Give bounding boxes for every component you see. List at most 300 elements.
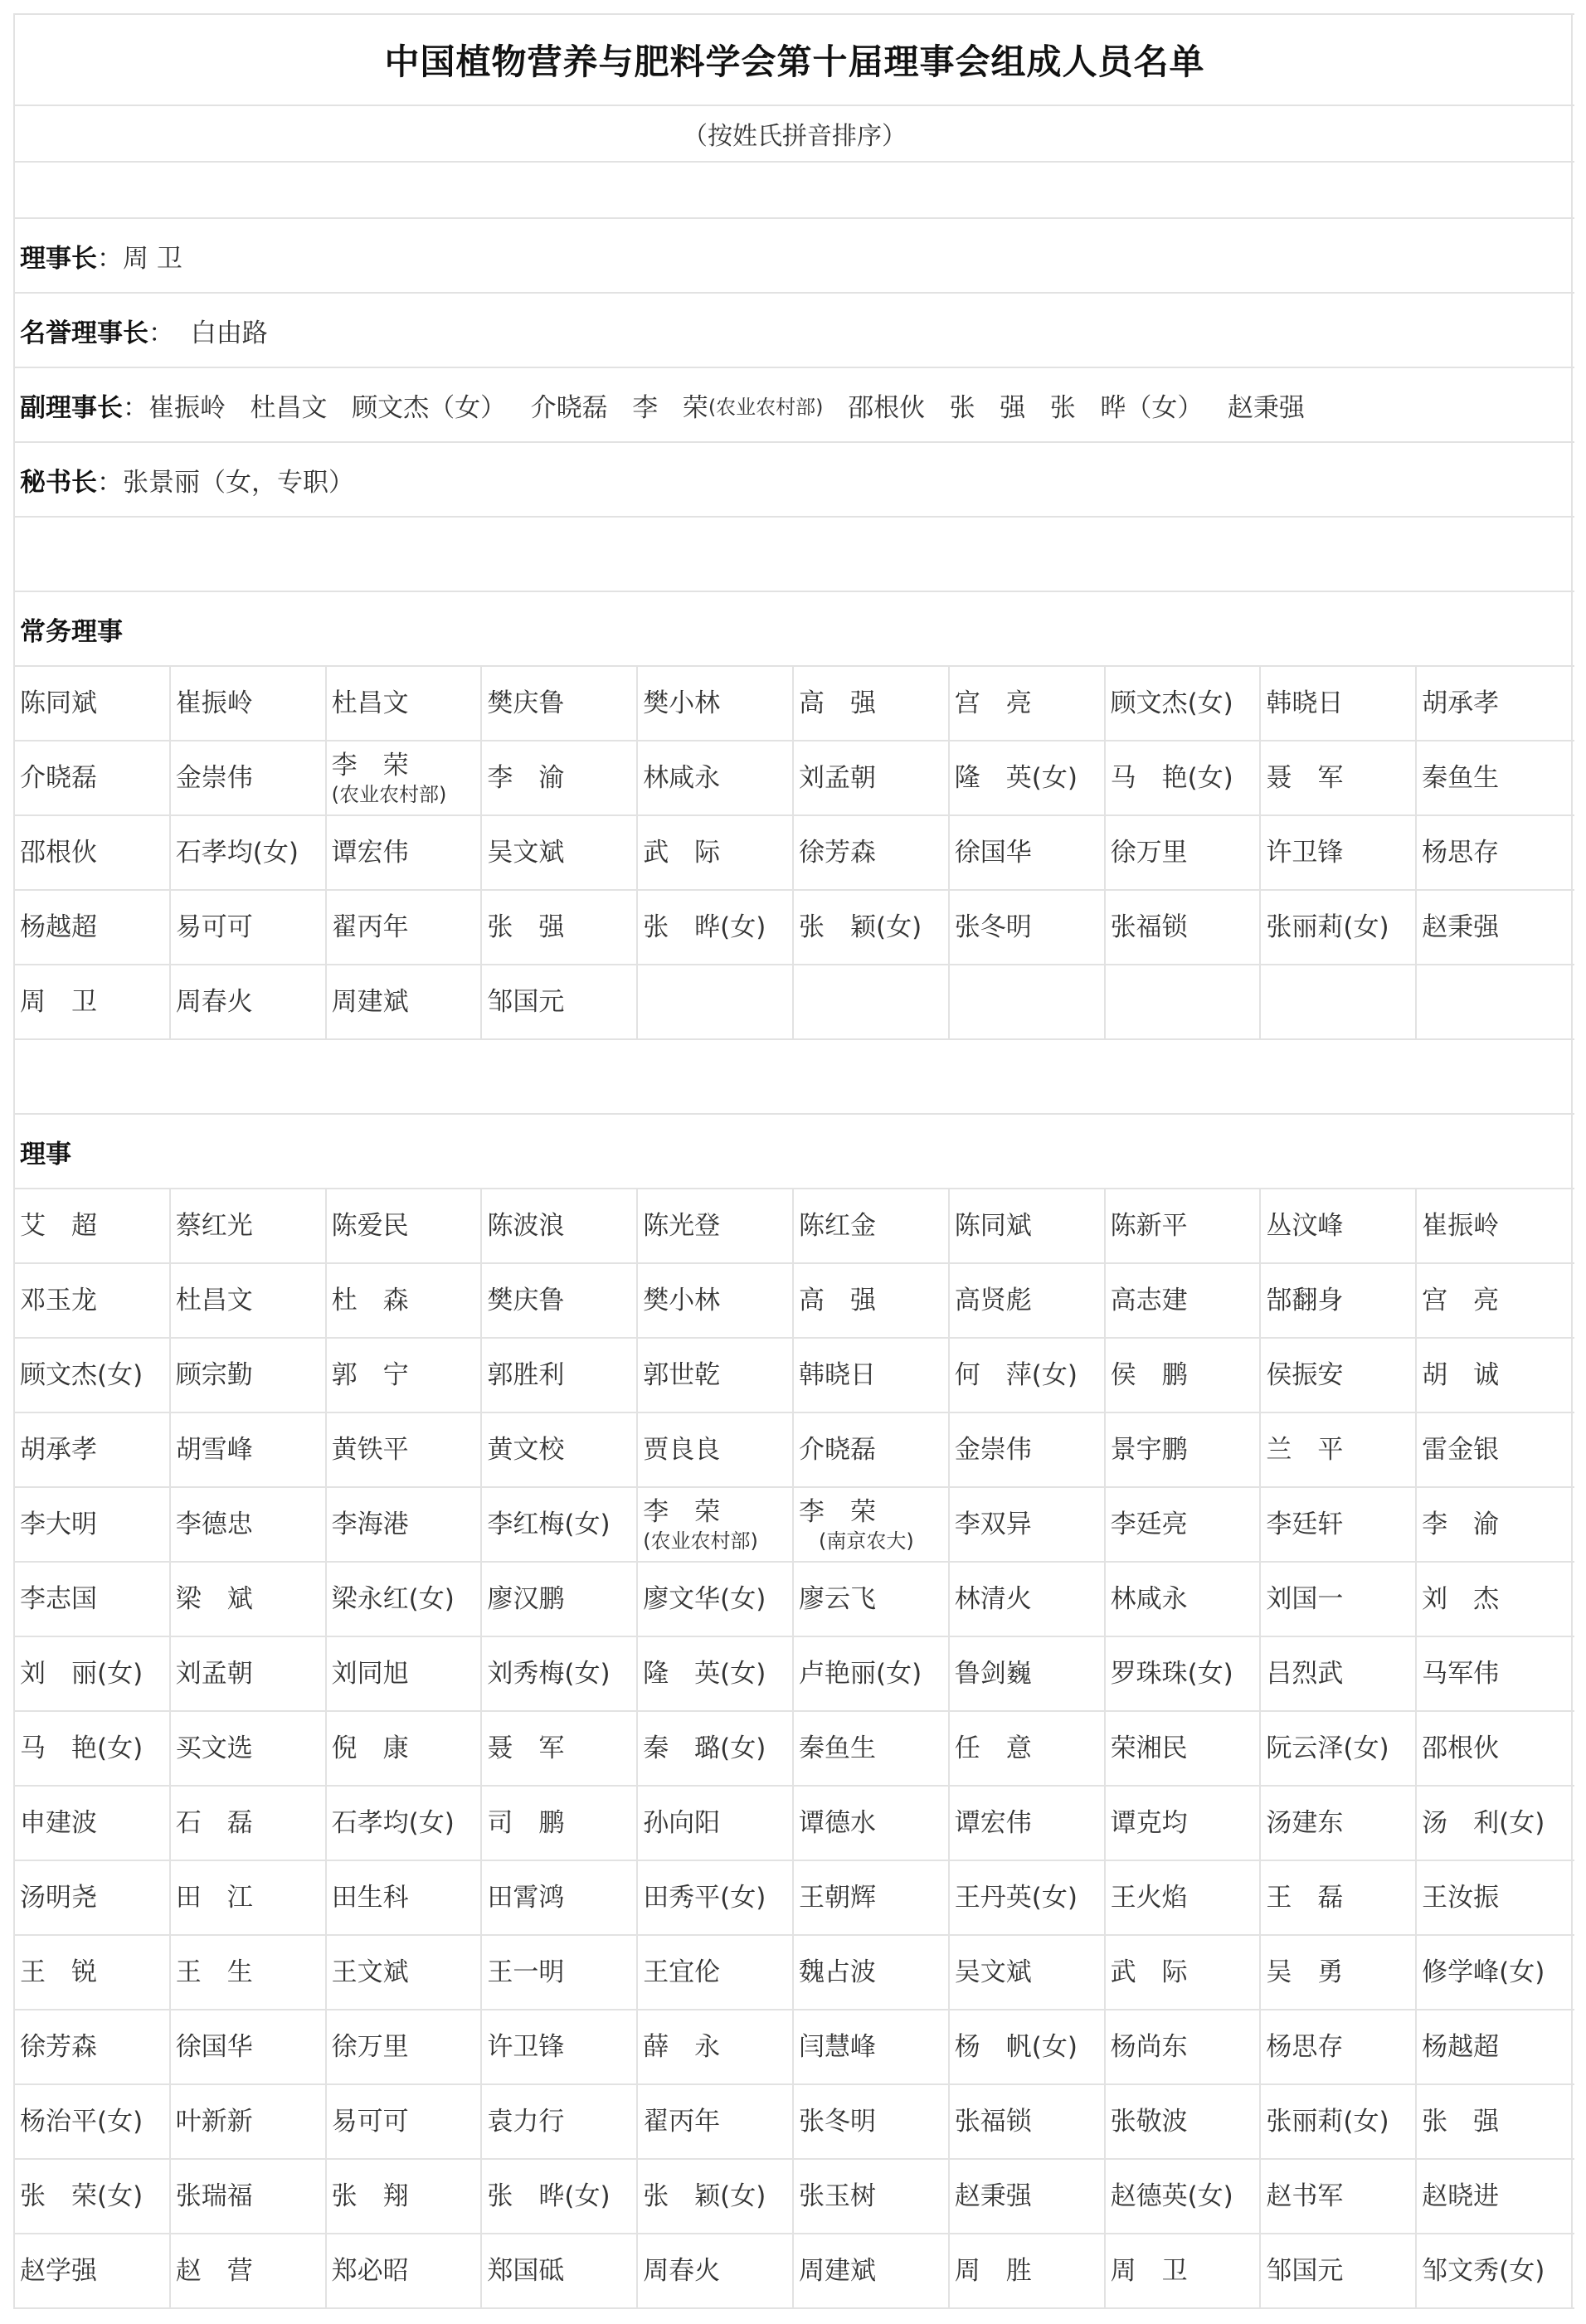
member-name: 邹国元: [487, 987, 565, 1017]
name-cell: [794, 1712, 950, 1785]
name-cell: [794, 2234, 950, 2307]
member-name: 谭德水: [798, 1808, 876, 1838]
name-cell: [15, 1563, 171, 1636]
council-grid: [15, 1189, 1571, 2309]
member-name: 李志国: [20, 1584, 97, 1614]
name-cell: [171, 2085, 327, 2158]
name-cell: [1261, 1637, 1417, 1710]
member-name: 田 江: [175, 1883, 253, 1913]
member-name: 张瑞福: [175, 2181, 253, 2211]
name-cell: [327, 2160, 483, 2233]
name-cell: [327, 891, 483, 964]
name-cell: [794, 2010, 950, 2083]
chairman-label: 理事长: [20, 243, 97, 274]
member-name: 赵秉强: [1422, 912, 1500, 942]
member-name: 顾文杰(女): [1110, 688, 1233, 718]
chairman-row: [15, 219, 1574, 294]
member-name: 梁 斌: [175, 1584, 253, 1614]
name-cell: [1106, 816, 1262, 889]
name-cell: [638, 2234, 794, 2307]
name-cell: [482, 2160, 638, 2233]
secretary-row: [15, 443, 1574, 518]
name-cell: [794, 1563, 950, 1636]
table-row: [15, 965, 1574, 1040]
name-cell: [1261, 965, 1417, 1038]
table-row: [15, 1488, 1574, 1563]
name-cell: [638, 1413, 794, 1486]
name-cell: [794, 1264, 950, 1337]
name-cell: [638, 1861, 794, 1934]
name-cell: [1261, 667, 1417, 740]
name-cell: [638, 741, 794, 814]
name-cell: [950, 965, 1106, 1038]
name-cell: [171, 2010, 327, 2083]
member-name: 张 荣(女): [20, 2181, 144, 2211]
name-cell: [171, 1189, 327, 1262]
table-row: [15, 1339, 1574, 1413]
member-name: 郭 宁: [331, 1360, 409, 1390]
name-cell: [327, 1488, 483, 1561]
name-cell: [171, 667, 327, 740]
member-name: 秦鱼生: [1422, 763, 1500, 793]
name-cell: [950, 1488, 1106, 1561]
member-name: 何 萍(女): [954, 1360, 1078, 1390]
member-name: 张玉树: [798, 2181, 876, 2211]
name-cell: [794, 1339, 950, 1412]
member-name: 陈波浪: [487, 1211, 565, 1241]
name-cell: [15, 1637, 171, 1710]
member-name: 林清火: [954, 1584, 1032, 1614]
name-cell: [482, 1488, 638, 1561]
member-name: 郜翻身: [1266, 1286, 1344, 1315]
name-cell: [1106, 1339, 1262, 1412]
name-cell: [794, 2160, 950, 2233]
name-cell: [950, 2085, 1106, 2158]
name-cell: [482, 1712, 638, 1785]
member-name: 翟丙年: [643, 2107, 721, 2137]
name-cell: [1261, 1488, 1417, 1561]
member-name: 邹文秀(女): [1422, 2256, 1545, 2286]
name-cell: [794, 667, 950, 740]
vice-colon: ：: [123, 392, 148, 423]
member-name: 介晓磊: [20, 763, 97, 793]
member-name: 申建波: [20, 1808, 97, 1838]
name-cell: [794, 2085, 950, 2158]
name-cell: [950, 667, 1106, 740]
member-name: 王 锐: [20, 1957, 97, 1987]
member-name: 刘秀梅(女): [487, 1659, 611, 1689]
table-row: [15, 1787, 1574, 1861]
name-cell: [1417, 1189, 1573, 1262]
member-name: 王朝辉: [798, 1883, 876, 1913]
member-name: 兰 平: [1266, 1435, 1344, 1465]
member-name: 侯 鹏: [1110, 1360, 1188, 1390]
secretary-label: 秘书长: [20, 467, 97, 498]
member-name: 陈红金: [798, 1211, 876, 1241]
table-row: [15, 1563, 1574, 1637]
name-cell: [1106, 1264, 1262, 1337]
member-name: 蔡红光: [175, 1211, 253, 1241]
name-cell: [482, 2234, 638, 2307]
name-cell: [327, 667, 483, 740]
name-cell: [327, 2234, 483, 2307]
name-cell: [1261, 1861, 1417, 1934]
name-cell: [950, 1264, 1106, 1337]
name-cell: [794, 1488, 950, 1561]
honorary-names: 白由路: [174, 318, 268, 348]
table-row: [15, 1712, 1574, 1787]
member-name: 刘 丽(女): [20, 1659, 144, 1689]
name-cell: [950, 1189, 1106, 1262]
member-name: 阮云泽(女): [1266, 1733, 1389, 1763]
member-name: 李 渝: [487, 763, 565, 793]
member-name: 邹国元: [1266, 2256, 1344, 2286]
name-cell: [950, 741, 1106, 814]
member-name: 赵书军: [1266, 2181, 1344, 2211]
member-name: 顾文杰(女): [20, 1360, 144, 1390]
name-cell: [1106, 1861, 1262, 1934]
name-cell: [15, 891, 171, 964]
member-name: 胡承孝: [20, 1435, 97, 1465]
member-name: 景宇鹏: [1110, 1435, 1188, 1465]
member-affiliation: (南京农大): [798, 1529, 914, 1553]
member-name: 荣湘民: [1110, 1733, 1188, 1763]
name-cell: [171, 1936, 327, 2009]
name-cell: [482, 1637, 638, 1710]
name-cell: [950, 2010, 1106, 2083]
member-name: 廖云飞: [798, 1584, 876, 1614]
name-cell: [950, 1712, 1106, 1785]
table-row: [15, 1861, 1574, 1936]
member-name: 王 磊: [1266, 1883, 1344, 1913]
member-name: 杨思存: [1422, 838, 1500, 868]
member-name: 韩晓日: [1266, 688, 1344, 718]
member-name: 隆 英(女): [954, 763, 1078, 793]
name-cell: [1106, 1787, 1262, 1860]
name-cell: [794, 741, 950, 814]
name-cell: [171, 741, 327, 814]
vice-label: 副理事长: [20, 392, 123, 423]
member-name: 周建斌: [331, 987, 409, 1017]
name-cell: [482, 741, 638, 814]
name-cell: [1261, 1712, 1417, 1785]
name-cell: [1417, 965, 1573, 1038]
member-name: 宫 亮: [954, 688, 1032, 718]
member-name: 周 卫: [1110, 2256, 1188, 2286]
name-cell: [482, 891, 638, 964]
name-cell: [950, 2160, 1106, 2233]
name-cell: [1417, 2010, 1573, 2083]
member-name: 翟丙年: [331, 912, 409, 942]
member-name: 吴文斌: [487, 838, 565, 868]
member-name: 任 意: [954, 1733, 1032, 1763]
name-cell: [327, 2010, 483, 2083]
name-cell: [950, 1861, 1106, 1934]
member-name: 王 生: [175, 1957, 253, 1987]
name-cell: [794, 816, 950, 889]
member-name: 石孝均(女): [331, 1808, 455, 1838]
name-cell: [327, 1189, 483, 1262]
member-affiliation: (农业农村部): [643, 1529, 758, 1553]
table-row: [15, 2234, 1574, 2309]
name-cell: [638, 816, 794, 889]
name-cell: [482, 1936, 638, 2009]
name-cell: [638, 891, 794, 964]
table-row: [15, 816, 1574, 891]
member-name: 陈新平: [1110, 1211, 1188, 1241]
member-name: 张福锁: [1110, 912, 1188, 942]
member-name: 周春火: [175, 987, 253, 1017]
name-cell: [1417, 1563, 1573, 1636]
name-cell: [638, 1563, 794, 1636]
member-name: 陈光登: [643, 1211, 721, 1241]
member-name: 吴文斌: [954, 1957, 1032, 1987]
name-cell: [327, 1637, 483, 1710]
name-cell: [1106, 1712, 1262, 1785]
name-cell: [638, 1637, 794, 1710]
member-name: 汤建东: [1266, 1808, 1344, 1838]
member-name: 韩晓日: [798, 1360, 876, 1390]
member-name: 郑必昭: [331, 2256, 409, 2286]
name-cell: [638, 2010, 794, 2083]
standing-heading: 常务理事: [20, 616, 123, 647]
name-cell: [1417, 667, 1573, 740]
member-name: 黄铁平: [331, 1435, 409, 1465]
member-name: 李红梅(女): [487, 1510, 611, 1539]
member-name: 袁力行: [487, 2107, 565, 2137]
name-cell: [794, 1936, 950, 2009]
member-name: 赵秉强: [954, 2181, 1032, 2211]
table-row: [15, 1413, 1574, 1488]
name-cell: [482, 1413, 638, 1486]
member-name: 介晓磊: [798, 1435, 876, 1465]
name-cell: [950, 2234, 1106, 2307]
council-section-heading: [15, 1115, 1574, 1189]
member-name: 邵根伙: [1422, 1733, 1500, 1763]
name-cell: [171, 2234, 327, 2307]
honorary-label: 名誉理事长: [20, 318, 148, 348]
member-name: 许卫锋: [1266, 838, 1344, 868]
table-row: [15, 891, 1574, 965]
name-cell: [1417, 1339, 1573, 1412]
name-cell: [1417, 741, 1573, 814]
name-cell: [482, 1264, 638, 1337]
spacer-row: [15, 518, 1574, 592]
table-row: [15, 2085, 1574, 2160]
table-row: [15, 2160, 1574, 2234]
name-cell: [1261, 1339, 1417, 1412]
name-cell: [1261, 1413, 1417, 1486]
member-name: 杜昌文: [175, 1286, 253, 1315]
member-name: 郭胜利: [487, 1360, 565, 1390]
name-cell: [950, 816, 1106, 889]
member-name: 卢艳丽(女): [798, 1659, 922, 1689]
member-name: 秦 璐(女): [643, 1733, 766, 1763]
name-cell: [171, 1563, 327, 1636]
member-name: 崔振岭: [175, 688, 253, 718]
name-cell: [1261, 2085, 1417, 2158]
name-cell: [482, 1563, 638, 1636]
name-cell: [1261, 816, 1417, 889]
member-name: 罗珠珠(女): [1110, 1659, 1233, 1689]
name-cell: [327, 1787, 483, 1860]
name-cell: [15, 667, 171, 740]
member-name: 李 渝: [1422, 1510, 1500, 1539]
member-name: 聂 军: [1266, 763, 1344, 793]
member-name: 马 艳(女): [1110, 763, 1233, 793]
name-cell: [1106, 1413, 1262, 1486]
name-cell: [794, 1189, 950, 1262]
name-cell: [1417, 1936, 1573, 2009]
name-cell: [1417, 816, 1573, 889]
member-name: 王文斌: [331, 1957, 409, 1987]
member-name: 陈爱民: [331, 1211, 409, 1241]
member-name: 高志建: [1110, 1286, 1188, 1315]
member-name: 汤 利(女): [1422, 1808, 1545, 1838]
member-name: 李 荣: [331, 751, 409, 780]
name-cell: [171, 1413, 327, 1486]
name-cell: [1261, 1787, 1417, 1860]
member-name: 李 荣: [798, 1497, 876, 1527]
name-cell: [1261, 2234, 1417, 2307]
name-cell: [638, 965, 794, 1038]
name-cell: [638, 1787, 794, 1860]
member-name: 宫 亮: [1422, 1286, 1500, 1315]
member-name: 黄文校: [487, 1435, 565, 1465]
name-cell: [1417, 1712, 1573, 1785]
name-cell: [15, 741, 171, 814]
member-name: 李德忠: [175, 1510, 253, 1539]
name-cell: [327, 1413, 483, 1486]
chairman-colon: ：: [97, 243, 123, 274]
name-cell: [482, 1861, 638, 1934]
member-name: 刘孟朝: [798, 763, 876, 793]
name-cell: [15, 2234, 171, 2307]
member-name: 林咸永: [643, 763, 721, 793]
member-name: 田生科: [331, 1883, 409, 1913]
member-name: 汤明尧: [20, 1883, 97, 1913]
name-cell: [1417, 1413, 1573, 1486]
name-cell: [15, 1339, 171, 1412]
name-cell: [638, 1189, 794, 1262]
table-row: [15, 1264, 1574, 1339]
member-name: 吕烈武: [1266, 1659, 1344, 1689]
name-cell: [15, 1189, 171, 1262]
member-name: 周 卫: [20, 987, 97, 1017]
name-cell: [1261, 2160, 1417, 2233]
member-name: 李廷轩: [1266, 1510, 1344, 1539]
name-cell: [950, 1339, 1106, 1412]
name-cell: [638, 1264, 794, 1337]
vice-names-b: 邵根伙 张 强 张 晔（女） 赵秉强: [823, 392, 1305, 423]
name-cell: [950, 1413, 1106, 1486]
name-cell: [1417, 2160, 1573, 2233]
member-name: 刘同旭: [331, 1659, 409, 1689]
member-name: 田秀平(女): [643, 1883, 766, 1913]
member-name: 胡 诚: [1422, 1360, 1500, 1390]
name-cell: [327, 1861, 483, 1934]
member-name: 雷金银: [1422, 1435, 1500, 1465]
member-name: 谭宏伟: [954, 1808, 1032, 1838]
name-cell: [1106, 1637, 1262, 1710]
member-name: 胡承孝: [1422, 688, 1500, 718]
name-cell: [1417, 1488, 1573, 1561]
member-name: 谭宏伟: [331, 838, 409, 868]
member-name: 王汝振: [1422, 1883, 1500, 1913]
name-cell: [482, 1339, 638, 1412]
member-name: 樊小林: [643, 1286, 721, 1315]
member-name: 王宜伦: [643, 1957, 721, 1987]
name-cell: [171, 816, 327, 889]
name-cell: [327, 965, 483, 1038]
table-row: [15, 1189, 1574, 1264]
member-name: 刘 杰: [1422, 1584, 1500, 1614]
name-cell: [482, 965, 638, 1038]
member-name: 张 晔(女): [643, 912, 766, 942]
member-name: 李双异: [954, 1510, 1032, 1539]
name-cell: [1417, 1787, 1573, 1860]
name-cell: [794, 1413, 950, 1486]
member-name: 田霄鸿: [487, 1883, 565, 1913]
member-name: 倪 康: [331, 1733, 409, 1763]
name-cell: [638, 667, 794, 740]
member-name: 石 磊: [175, 1808, 253, 1838]
name-cell: [1106, 2085, 1262, 2158]
member-name: 王火焰: [1110, 1883, 1188, 1913]
member-name: 崔振岭: [1422, 1211, 1500, 1241]
name-cell: [171, 1488, 327, 1561]
subtitle-row: [15, 106, 1574, 163]
name-cell: [1261, 1189, 1417, 1262]
chairman-names: 周 卫: [123, 243, 182, 274]
name-cell: [15, 2010, 171, 2083]
secretary-names: 张景丽（女，专职）: [123, 467, 354, 498]
member-name: 张 晔(女): [487, 2181, 611, 2211]
name-cell: [638, 2160, 794, 2233]
member-name: 魏占波: [798, 1957, 876, 1987]
name-cell: [1417, 1264, 1573, 1337]
member-name: 金崇伟: [954, 1435, 1032, 1465]
member-name: 马军伟: [1422, 1659, 1500, 1689]
member-name: 秦鱼生: [798, 1733, 876, 1763]
name-cell: [1261, 891, 1417, 964]
name-cell: [327, 2085, 483, 2158]
name-cell: [1261, 741, 1417, 814]
member-name: 高 强: [798, 688, 876, 718]
name-cell: [15, 1936, 171, 2009]
member-name: 李大明: [20, 1510, 97, 1539]
member-name: 邵根伙: [20, 838, 97, 868]
standing-grid: [15, 667, 1571, 1040]
name-cell: [171, 965, 327, 1038]
name-cell: [171, 891, 327, 964]
member-name: 樊庆鲁: [487, 688, 565, 718]
name-cell: [1261, 1264, 1417, 1337]
member-name: 李海港: [331, 1510, 409, 1539]
council-heading: 理事: [20, 1139, 71, 1169]
member-name: 顾宗勤: [175, 1360, 253, 1390]
member-name: 徐芳森: [20, 2032, 97, 2062]
member-name: 周春火: [643, 2256, 721, 2286]
spacer-row: [15, 1040, 1574, 1115]
member-name: 吴 勇: [1266, 1957, 1344, 1987]
member-name: 胡雪峰: [175, 1435, 253, 1465]
member-name: 易可可: [175, 912, 253, 942]
name-cell: [950, 1563, 1106, 1636]
name-cell: [171, 1787, 327, 1860]
name-cell: [638, 2085, 794, 2158]
standing-section-heading: [15, 592, 1574, 667]
